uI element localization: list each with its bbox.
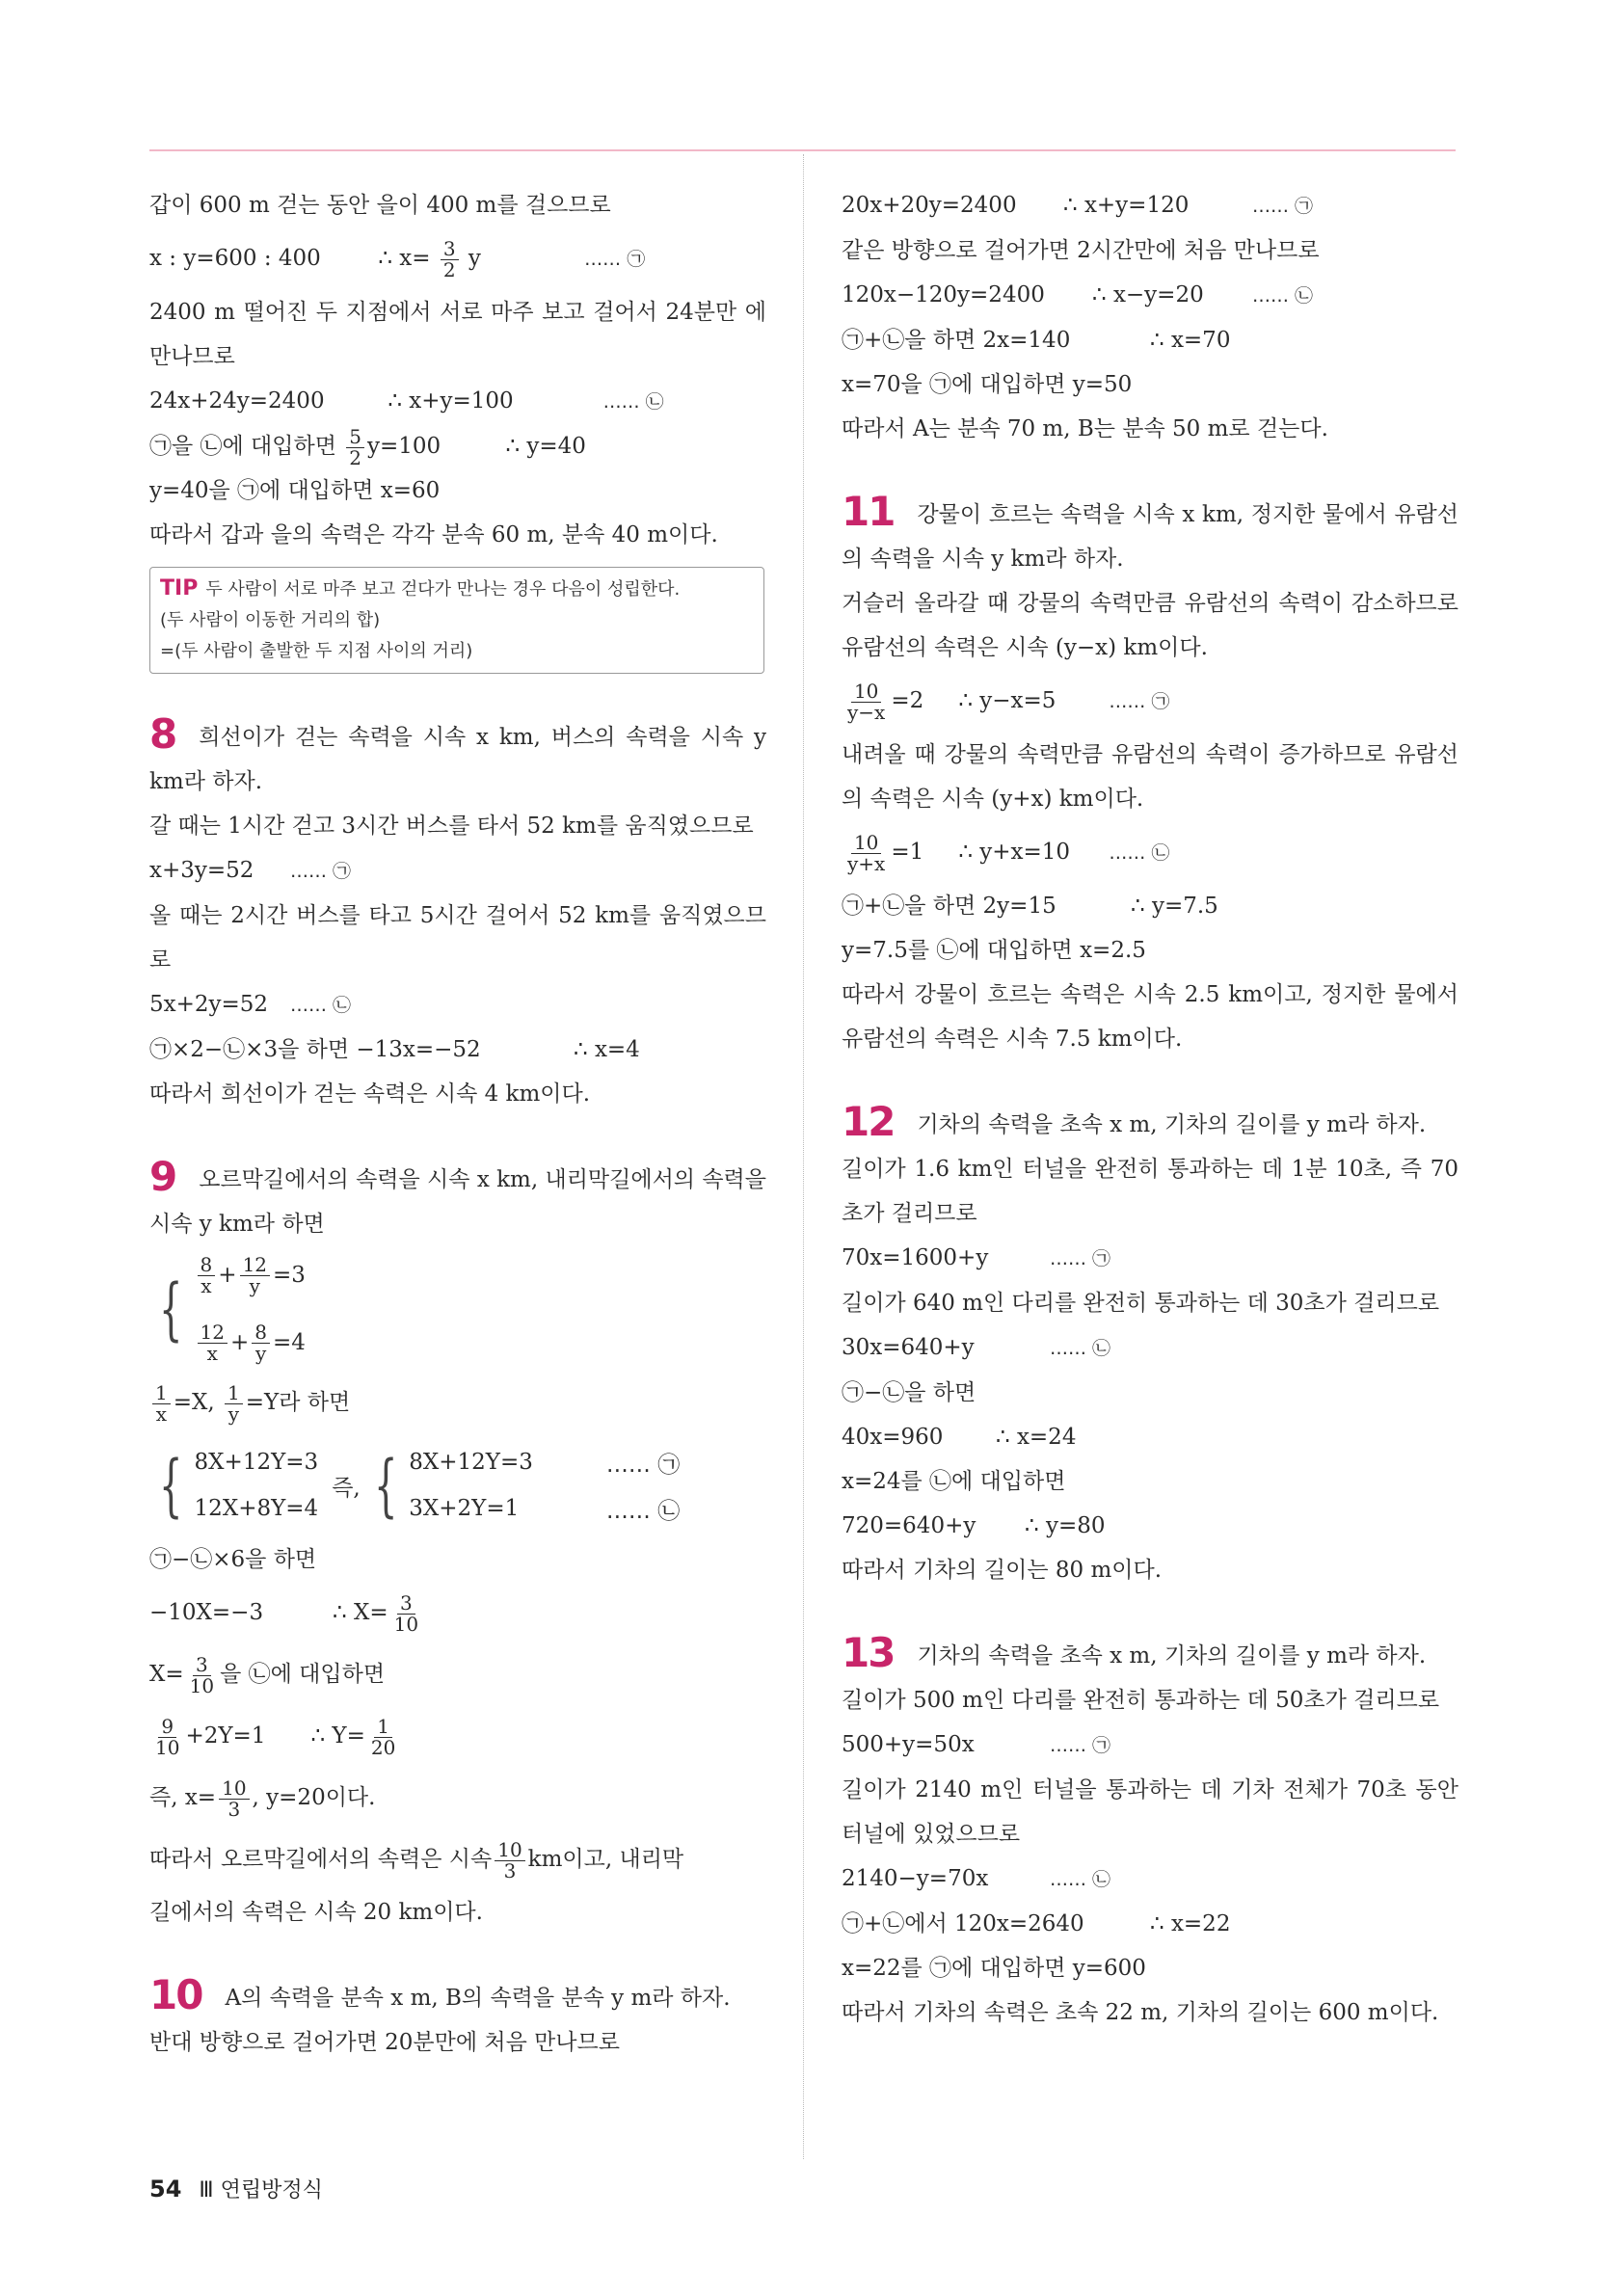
text-line: 따라서 오르막길에서의 속력은 시속 $\frac{10}{3}$ km이고, 내리막 [149, 1837, 684, 1882]
section-number: 8 [149, 710, 176, 758]
fraction: $\frac{5}{2}$ [346, 427, 364, 468]
equation-marker: …… ㉡ [1050, 1869, 1111, 1890]
equation-marker: …… ㉠ [290, 861, 352, 882]
equation-line: $\frac{1}{x}$ =X, $\frac{1}{y}$ =Y라 하면 [149, 1372, 766, 1433]
column-divider [803, 154, 804, 2159]
text-line: x=22를 ㉠에 대입하면 y=600 [842, 1956, 1146, 1981]
equation-marker: …… ㉡ [290, 995, 352, 1016]
section-8: 8 희선이가 걷는 속력을 시속 x km, 버스의 속력을 시속 y km라 하자. 갈 때는 1시간 걷고 3시간 버스를 타서 52 km를 움직였으므로 x+3y=52 …… ㉠ 올 때는 2시간 버스를 타고 5시간 걸어서 52 km를 움직였으므로 5x+2y=52 …… ㉡ ㉠×2−㉡×3을 하면 −13x=−52 ∴ x=4 따라서 희선이가 걷는 속력은 시속 4 km이다. [149, 712, 766, 1116]
equation: x : y=600 : 400 [149, 246, 321, 271]
tip-label: TIP [160, 576, 199, 601]
text-line: 오르막길에서의 속력을 시속 x km, 내리막길에서의 속력을 시속 y km라 하면 [149, 1167, 766, 1237]
text-line: 따라서 기차의 속력은 초속 22 m, 기차의 길이는 600 m이다. [842, 2000, 1439, 2025]
section-number: 12 [842, 1098, 895, 1145]
text-line: 길이가 1.6 km인 터널을 완전히 통과하는 데 1분 10초, 즉 70초가 걸리므로 [842, 1157, 1458, 1226]
right-column: 20x+20y=2400 ∴ x+y=120 …… ㉠ 같은 방향으로 걸어가면 2시간만에 처음 만나므로 120x−120y=2400 ∴ x−y=20 …… ㉡ ㉠+㉡을 하면 2x=140 ∴ x=70 x=70을 ㉠에 대입하면 y=50 따라서 A는 분속 70 m, B는 분속 50 m로 걷는다. 11 강물이 흐르는 속력을 시속 x km, 정지한 물에서 유람선의 속력을 시속 y km라 하자. 거슬러 올라갈 때 강물의 속력만큼 유람선의 속력이 감소하므로 유람선의 속력은 시속 (y−x) km이다. $\frac{10}{y-x}$ =2 ∴ y−x=5 …… ㉠ 내려올 때 강물의 속력만큼 유람선의 속력이 증가하므로 유람선의 속력은 시속 (y+x) km이다. $\frac{10}{y+x}$ =1 ∴ y+x=10 …… ㉡ ㉠+㉡을 하면 2y=15 ∴ y=7.5 y=7.5를 ㉡에 대입하면 x=2.5 따라서 강물이 흐르는 속력은 시속 2.5 km이고, 정지한 물에서 유람선의 속력은 시속 7.5 km이다. 12 기차의 속력을 초속 x m, 기차의 길이를 y m라 하자. 길이가 1.6 km인 터널을 완전히 통과하는 데 1분 10초, 즉 70초가 걸리므로 70x=1600+y …… ㉠ 길이가 640 m인 다리를 완전히 통과하는 데 30초가 걸리므로 30x=640+y …… ㉡ ㉠−㉡을 하면 40x=960 ∴ x=24 x=24를 ㉡에 대입하면 720=640+y ∴ y=80 따라서 기차의 길이는 80 m이다. 13 기차의 속력을 초속 x m, 기차의 길이를 y m라 하자. 길이가 500 m인 다리를 완전히 통과하는 데 50초가 걸리므로 500+y=50x …… ㉠ 길이가 2140 m인 터널을 통과하는 데 기차 전체가 70초 동안 터널에 있었으므로 2140−y=70x …… ㉡ ㉠+㉡에서 120x=2640 ∴ x=22 x=22를 ㉠에 대입하면 y=600 따라서 기차의 속력은 초속 22 m, 기차의 길이는 600 m이다. [842, 183, 1458, 2035]
text-line: 갈 때는 1시간 걷고 3시간 버스를 타서 52 km를 움직였으므로 [149, 814, 754, 839]
section-number: 11 [842, 488, 895, 535]
text-line: ㉠−㉡×6을 하면 [149, 1547, 317, 1572]
text-line: 같은 방향으로 걸어가면 2시간만에 처음 만나므로 [842, 238, 1320, 263]
fraction: $\frac{3}{2}$ [441, 239, 459, 280]
text-line: 기차의 속력을 초속 x m, 기차의 길이를 y m라 하자. [917, 1643, 1427, 1669]
text-line: x=24를 ㉡에 대입하면 [842, 1469, 1066, 1494]
chapter-title: Ⅲ 연립방정식 [199, 2178, 323, 2203]
text-line: 따라서 A는 분속 70 m, B는 분속 50 m로 걷는다. [842, 416, 1328, 441]
text-line: 내려올 때 강물의 속력만큼 유람선의 속력이 증가하므로 유람선의 속력은 시속 (y+x) km이다. [842, 742, 1458, 812]
text-line: 따라서 기차의 길이는 80 m이다. [842, 1558, 1163, 1583]
text-line: y=7.5를 ㉡에 대입하면 x=2.5 [842, 938, 1146, 963]
equation-line: $\frac{9}{10}$ +2Y=1 ∴ Y= $\frac{1}{20}$ [155, 1714, 396, 1759]
text-line: 갑이 600 m 걷는 동안 을이 400 m를 걸으므로 [149, 193, 611, 218]
equation-line: −10X=−3 ∴ X= $\frac{3}{10}$ [149, 1590, 419, 1636]
equation: y [468, 246, 481, 271]
text-line: 길이가 2140 m인 터널을 통과하는 데 기차 전체가 70초 동안 터널에 있었으므로 [842, 1777, 1458, 1847]
text-line: x=70을 ㉠에 대입하면 y=50 [842, 372, 1133, 397]
text-line: y=40을 ㉠에 대입하면 x=60 [149, 478, 441, 503]
equation-line: $\frac{10}{y+x}$ =1 ∴ y+x=10 …… ㉡ [847, 830, 1170, 875]
text-line: 희선이가 걷는 속력을 시속 x km, 버스의 속력을 시속 y km라 하자. [149, 725, 766, 794]
text-line: A의 속력을 분속 x m, B의 속력을 분속 y m라 하자. [225, 1986, 731, 2011]
equation-marker: …… ㉠ [1050, 1735, 1111, 1756]
equation-marker: …… ㉡ [1050, 1338, 1111, 1359]
text-line: 길에서의 속력은 시속 20 km이다. [149, 1900, 483, 1925]
equation-marker: …… ㉠ [1050, 1248, 1111, 1269]
equation-line: $\frac{10}{y-x}$ =2 ∴ y−x=5 …… ㉠ [847, 679, 1170, 724]
page-footer [149, 2174, 323, 2203]
text-line: ㉠−㉡을 하면 [842, 1380, 976, 1405]
header-rule [149, 149, 1456, 151]
equation-line: 24x+24y=2400 ∴ x+y=100 …… ㉡ [149, 388, 664, 414]
text-line: 따라서 강물이 흐르는 속력은 시속 2.5 km이고, 정지한 물에서 유람선의 속력은 시속 7.5 km이다. [842, 982, 1458, 1052]
left-column [149, 183, 766, 2065]
page-number: 54 [149, 2176, 182, 2203]
text-line: 길이가 500 m인 다리를 완전히 통과하는 데 50초가 걸리므로 [842, 1688, 1440, 1713]
tip-text: =(두 사람이 출발한 두 지점 사이의 거리) [160, 641, 473, 661]
equation-line: X= $\frac{3}{10}$ 을 ㉡에 대입하면 [149, 1652, 386, 1697]
section-10 [149, 1973, 766, 2065]
equation-marker: …… ㉠ [1252, 196, 1314, 217]
text-line: 올 때는 2시간 버스를 타고 5시간 걸어서 52 km를 움직였으므로 [149, 903, 766, 973]
equation-system: { 8X+12Y=3 12X+8Y=4 즉, { 8X+12Y=3 3X+2Y=1 …… ㉠ …… ㉡ [159, 1446, 681, 1525]
section-number: 10 [149, 1971, 202, 2018]
text-line: 따라서 갑과 을의 속력은 각각 분속 60 m, 분속 40 m이다. [149, 522, 718, 547]
tip-text: 두 사람이 서로 마주 보고 걷다가 만나는 경우 다음이 성립한다. [205, 579, 681, 600]
text-line: 거슬러 올라갈 때 강물의 속력만큼 유람선의 속력이 감소하므로 유람선의 속력은 시속 (y−x) km이다. [842, 591, 1458, 660]
text-line: 강물이 흐르는 속력을 시속 x km, 정지한 물에서 유람선의 속력을 시속 y km라 하자. [842, 502, 1458, 572]
section-number: 13 [842, 1629, 895, 1676]
text-line: 길이가 640 m인 다리를 완전히 통과하는 데 30초가 걸리므로 [842, 1291, 1440, 1316]
equation-system: { $\frac{8}{x}$ + $\frac{12}{y}$ =3 $\frac{12}{x}$ + $\frac{8}{y}$ =4 [159, 1252, 306, 1365]
text-line: 반대 방향으로 걸어가면 20분만에 처음 만나므로 [149, 2030, 620, 2055]
equation-marker: …… ㉡ [602, 391, 664, 413]
text-line: 따라서 희선이가 걷는 속력은 시속 4 km이다. [149, 1081, 591, 1107]
section-13: 13 기차의 속력을 초속 x m, 기차의 길이를 y m라 하자. 길이가 500 m인 다리를 완전히 통과하는 데 50초가 걸리므로 500+y=50x …… ㉠ 길이가 2140 m인 터널을 통과하는 데 기차 전체가 70초 동안 터널에 있었으므로 2140−y=70x …… ㉡ ㉠+㉡에서 120x=2640 ∴ x=22 x=22를 ㉠에 대입하면 y=600 따라서 기차의 속력은 초속 22 m, 기차의 길이는 600 m이다. [842, 1631, 1458, 2035]
tip-box [149, 567, 764, 674]
section-number: 9 [149, 1153, 176, 1200]
section-12: 12 기차의 속력을 초속 x m, 기차의 길이를 y m라 하자. 길이가 1.6 km인 터널을 완전히 통과하는 데 1분 10초, 즉 70초가 걸리므로 70x=1600+y …… ㉠ 길이가 640 m인 다리를 완전히 통과하는 데 30초가 걸리므로 30x=640+y …… ㉡ ㉠−㉡을 하면 40x=960 ∴ x=24 x=24를 ㉡에 대입하면 720=640+y ∴ y=80 따라서 기차의 길이는 80 m이다. [842, 1100, 1458, 1592]
equation-line: 즉, x= $\frac{10}{3}$ , y=20이다. [149, 1775, 376, 1821]
equation-line: ㉠을 ㉡에 대입하면 $\frac{5}{2}$ y=100 ∴ y=40 [149, 424, 586, 469]
text-line: 2400 m 떨어진 두 지점에서 서로 마주 보고 걸어서 24분만 에 만나므로 [149, 300, 766, 369]
equation-line [149, 227, 766, 290]
text-line: 기차의 속력을 초속 x m, 기차의 길이를 y m라 하자. [917, 1112, 1427, 1137]
tip-text: (두 사람이 이동한 거리의 합) [160, 610, 381, 630]
section-11: 11 강물이 흐르는 속력을 시속 x km, 정지한 물에서 유람선의 속력을 시속 y km라 하자. 거슬러 올라갈 때 강물의 속력만큼 유람선의 속력이 감소하므로 유람선의 속력은 시속 (y−x) km이다. $\frac{10}{y-x}$ =2 ∴ y−x=5 …… ㉠ 내려올 때 강물의 속력만큼 유람선의 속력이 증가하므로 유람선의 속력은 시속 (y+x) km이다. $\frac{10}{y+x}$ =1 ∴ y+x=10 …… ㉡ ㉠+㉡을 하면 2y=15 ∴ y=7.5 y=7.5를 ㉡에 대입하면 x=2.5 따라서 강물이 흐르는 속력은 시속 2.5 km이고, 정지한 물에서 유람선의 속력은 시속 7.5 km이다. [842, 490, 1458, 1061]
equation: ∴ x= [378, 246, 431, 271]
equation-marker: …… ㉡ [1252, 285, 1314, 307]
section-9 [149, 1155, 766, 1935]
equation-marker: …… ㉠ [584, 249, 646, 270]
